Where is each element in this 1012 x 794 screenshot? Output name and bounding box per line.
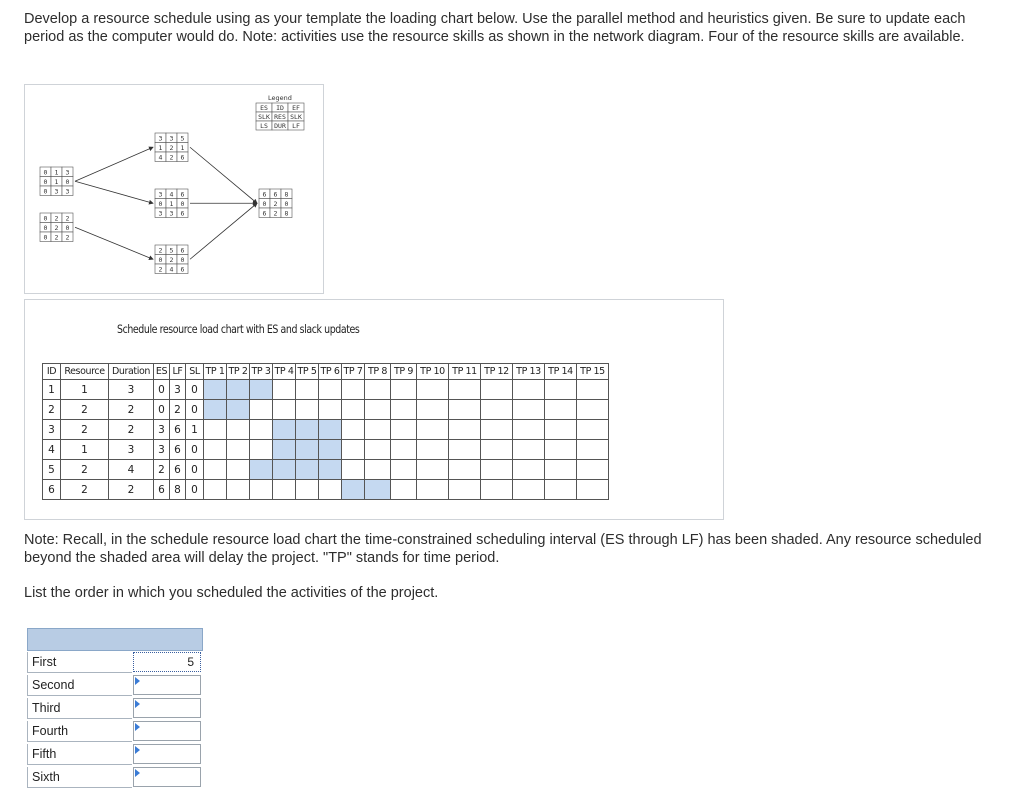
cell-es: 3 (154, 420, 170, 440)
column-header: Resource (61, 364, 109, 380)
time-period-cell[interactable] (365, 480, 391, 500)
cell-es: 2 (154, 460, 170, 480)
time-period-cell[interactable] (391, 480, 417, 500)
time-period-header: TP 8 (365, 364, 391, 380)
answer-row (27, 744, 203, 766)
schedule-row (43, 440, 609, 460)
time-period-cell[interactable] (391, 400, 417, 420)
schedule-row (43, 380, 609, 400)
schedule-header-row (43, 364, 609, 380)
cell-lf: 2 (170, 400, 186, 420)
list-question: List the order in which you scheduled the activities of the project. (24, 585, 439, 601)
cell-duration: 2 (109, 480, 154, 500)
dependency-arrow (190, 147, 257, 203)
time-period-cell[interactable] (481, 440, 513, 460)
schedule-row (43, 420, 609, 440)
legend-title: Legend (268, 94, 292, 102)
time-period-cell[interactable] (342, 400, 365, 420)
cell-resource: 2 (61, 420, 109, 440)
time-period-cell[interactable] (513, 440, 545, 460)
node-value: 4 (169, 190, 174, 199)
answer-label: Fifth (27, 744, 132, 765)
time-period-header: TP 11 (449, 364, 481, 380)
time-period-cell[interactable] (577, 400, 609, 420)
node-value: 0 (43, 233, 48, 242)
node-value: 3 (65, 168, 70, 177)
time-period-cell[interactable] (449, 460, 481, 480)
time-period-cell[interactable] (577, 380, 609, 400)
cell-es: 6 (154, 480, 170, 500)
node-value: 3 (169, 209, 174, 218)
time-period-cell[interactable] (449, 400, 481, 420)
time-period-cell[interactable] (296, 380, 319, 400)
time-period-cell[interactable] (204, 440, 227, 460)
time-period-cell[interactable] (365, 400, 391, 420)
answer-input[interactable] (133, 675, 201, 695)
answer-value: 5 (187, 655, 194, 669)
cell-lf: 6 (170, 440, 186, 460)
node-value: 0 (180, 199, 185, 208)
activity-node (259, 189, 292, 218)
dropdown-marker-icon (135, 700, 140, 708)
node-value: 2 (54, 233, 59, 242)
time-period-cell[interactable] (513, 460, 545, 480)
time-period-cell[interactable] (481, 380, 513, 400)
node-value: 0 (43, 177, 48, 186)
node-value: 0 (284, 199, 289, 208)
time-period-cell[interactable] (204, 380, 227, 400)
time-period-header: TP 13 (513, 364, 545, 380)
cell-duration: 2 (109, 400, 154, 420)
time-period-cell[interactable] (513, 400, 545, 420)
node-value: 3 (65, 187, 70, 196)
time-period-cell[interactable] (342, 480, 365, 500)
time-period-cell[interactable] (417, 460, 449, 480)
time-period-cell[interactable] (513, 420, 545, 440)
time-period-cell[interactable] (449, 380, 481, 400)
time-period-cell[interactable] (365, 420, 391, 440)
time-period-cell[interactable] (227, 460, 250, 480)
legend-label: ID (276, 104, 284, 112)
node-value: 4 (158, 153, 163, 162)
node-value: 2 (158, 265, 163, 274)
time-period-cell[interactable] (342, 440, 365, 460)
time-period-cell[interactable] (449, 440, 481, 460)
cell-duration: 3 (109, 380, 154, 400)
time-period-header: TP 15 (577, 364, 609, 380)
dependency-arrow (190, 203, 257, 259)
node-value: 0 (43, 187, 48, 196)
dropdown-marker-icon (135, 769, 140, 777)
time-period-cell[interactable] (365, 440, 391, 460)
activity-node (155, 133, 188, 162)
time-period-cell[interactable] (204, 480, 227, 500)
cell-id: 2 (43, 400, 61, 420)
cell-resource: 2 (61, 480, 109, 500)
time-period-cell[interactable] (481, 460, 513, 480)
answer-input[interactable] (133, 652, 201, 672)
node-value: 8 (284, 190, 289, 199)
legend-label: LF (292, 122, 300, 130)
time-period-cell[interactable] (319, 400, 342, 420)
answer-list-header (27, 628, 203, 651)
instructions-text: Develop a resource schedule using as your template the loading chart below. Use the parallel method and heuristics given. Be sure to update each period as the computer would do. Note: activities use the resource skills as shown in the network diagram. Four of the resource skills are available. (24, 11, 966, 45)
legend-label: SLK (258, 113, 270, 121)
node-value: 1 (54, 168, 59, 177)
answer-row (27, 652, 203, 674)
time-period-cell[interactable] (577, 460, 609, 480)
cell-lf: 6 (170, 420, 186, 440)
time-period-cell[interactable] (319, 480, 342, 500)
time-period-cell[interactable] (342, 420, 365, 440)
time-period-cell[interactable] (513, 480, 545, 500)
cell-resource: 2 (61, 460, 109, 480)
cell-sl: 0 (186, 400, 204, 420)
dropdown-marker-icon (135, 746, 140, 754)
activity-node (40, 213, 73, 242)
time-period-cell[interactable] (391, 380, 417, 400)
time-period-header: TP 7 (342, 364, 365, 380)
node-value: 0 (65, 223, 70, 232)
time-period-cell[interactable] (417, 480, 449, 500)
time-period-header: TP 2 (227, 364, 250, 380)
network-diagram (24, 84, 324, 294)
time-period-header: TP 12 (481, 364, 513, 380)
time-period-cell[interactable] (250, 440, 273, 460)
cell-duration: 2 (109, 420, 154, 440)
time-period-cell[interactable] (273, 400, 296, 420)
node-value: 0 (180, 255, 185, 264)
node-value: 1 (158, 143, 163, 152)
answer-input[interactable] (133, 698, 201, 718)
time-period-cell[interactable] (545, 420, 577, 440)
node-value: 3 (169, 134, 174, 143)
node-value: 5 (180, 134, 185, 143)
cell-lf: 8 (170, 480, 186, 500)
time-period-cell[interactable] (417, 400, 449, 420)
node-value: 2 (54, 223, 59, 232)
time-period-header: TP 9 (391, 364, 417, 380)
schedule-row (43, 480, 609, 500)
column-header: Duration (109, 364, 154, 380)
node-value: 6 (262, 209, 267, 218)
node-value: 2 (273, 209, 278, 218)
answer-label: Third (27, 698, 132, 719)
schedule-row (43, 460, 609, 480)
network-diagram-svg (25, 85, 323, 293)
node-value: 6 (180, 190, 185, 199)
time-period-cell[interactable] (296, 440, 319, 460)
node-value: 3 (54, 187, 59, 196)
cell-resource: 1 (61, 380, 109, 400)
cell-id: 4 (43, 440, 61, 460)
node-value: 6 (262, 190, 267, 199)
cell-es: 0 (154, 380, 170, 400)
legend-label: RES (274, 113, 286, 121)
node-value: 2 (169, 143, 174, 152)
activity-node (40, 167, 73, 196)
node-value: 3 (158, 134, 163, 143)
time-period-cell[interactable] (319, 460, 342, 480)
time-period-cell[interactable] (273, 480, 296, 500)
time-period-cell[interactable] (227, 440, 250, 460)
cell-es: 0 (154, 400, 170, 420)
node-value: 0 (43, 223, 48, 232)
schedule-table (42, 363, 609, 500)
time-period-header: TP 14 (545, 364, 577, 380)
node-value: 8 (284, 209, 289, 218)
answer-row (27, 721, 203, 743)
dependency-arrow (75, 181, 153, 203)
time-period-cell[interactable] (449, 480, 481, 500)
time-period-cell[interactable] (273, 380, 296, 400)
answer-row (27, 675, 203, 697)
cell-id: 1 (43, 380, 61, 400)
node-value: 2 (169, 255, 174, 264)
time-period-cell[interactable] (250, 420, 273, 440)
node-value: 2 (273, 199, 278, 208)
cell-sl: 0 (186, 480, 204, 500)
time-period-cell[interactable] (296, 480, 319, 500)
time-period-header: TP 10 (417, 364, 449, 380)
node-value: 6 (180, 246, 185, 255)
node-value: 0 (158, 199, 163, 208)
cell-resource: 1 (61, 440, 109, 460)
cell-id: 3 (43, 420, 61, 440)
time-period-cell[interactable] (513, 380, 545, 400)
answer-input[interactable] (133, 767, 201, 787)
time-period-cell[interactable] (227, 420, 250, 440)
answer-label: Second (27, 675, 132, 696)
node-value: 0 (43, 168, 48, 177)
time-period-header: TP 3 (250, 364, 273, 380)
node-value: 6 (180, 265, 185, 274)
time-period-cell[interactable] (481, 400, 513, 420)
answer-label: Fourth (27, 721, 132, 742)
node-value: 5 (169, 246, 174, 255)
time-period-cell[interactable] (417, 440, 449, 460)
time-period-cell[interactable] (250, 380, 273, 400)
time-period-cell[interactable] (577, 440, 609, 460)
time-period-cell[interactable] (577, 420, 609, 440)
cell-lf: 6 (170, 460, 186, 480)
activity-node (155, 189, 188, 218)
chart-title: Schedule resource load chart with ES and slack updates (117, 322, 360, 336)
time-period-cell[interactable] (545, 480, 577, 500)
dependency-arrow (75, 147, 153, 181)
time-period-cell[interactable] (391, 420, 417, 440)
cell-duration: 4 (109, 460, 154, 480)
time-period-cell[interactable] (250, 480, 273, 500)
time-period-cell[interactable] (342, 460, 365, 480)
answer-label: Sixth (27, 767, 132, 788)
dropdown-marker-icon (135, 677, 140, 685)
dependency-arrow (75, 227, 153, 259)
time-period-cell[interactable] (273, 420, 296, 440)
node-value: 3 (158, 190, 163, 199)
node-value: 2 (158, 246, 163, 255)
node-value: 6 (273, 190, 278, 199)
legend-label: SLK (290, 113, 302, 121)
node-value: 2 (169, 153, 174, 162)
time-period-cell[interactable] (342, 380, 365, 400)
node-value: 1 (54, 177, 59, 186)
cell-resource: 2 (61, 400, 109, 420)
time-period-cell[interactable] (391, 440, 417, 460)
node-value: 2 (65, 233, 70, 242)
resource-load-chart (24, 299, 724, 520)
time-period-cell[interactable] (296, 400, 319, 420)
column-header: ES (154, 364, 170, 380)
legend-label: EF (292, 104, 300, 112)
time-period-cell[interactable] (250, 460, 273, 480)
time-period-cell[interactable] (204, 460, 227, 480)
time-period-cell[interactable] (481, 420, 513, 440)
node-value: 1 (180, 143, 185, 152)
time-period-cell[interactable] (250, 400, 273, 420)
answer-row (27, 698, 203, 720)
cell-sl: 0 (186, 460, 204, 480)
node-value: 2 (54, 214, 59, 223)
answer-label: First (27, 652, 132, 673)
time-period-header: TP 6 (319, 364, 342, 380)
legend-label: LS (260, 122, 268, 130)
column-header: SL (186, 364, 204, 380)
time-period-cell[interactable] (365, 460, 391, 480)
node-value: 6 (180, 153, 185, 162)
legend-label: ES (260, 104, 268, 112)
legend-label: DUR (274, 122, 286, 130)
dropdown-marker-icon (135, 723, 140, 731)
time-period-cell[interactable] (417, 420, 449, 440)
time-period-cell[interactable] (227, 380, 250, 400)
time-period-cell[interactable] (227, 480, 250, 500)
node-value: 1 (169, 199, 174, 208)
time-period-cell[interactable] (319, 380, 342, 400)
time-period-cell[interactable] (577, 480, 609, 500)
node-value: 2 (65, 214, 70, 223)
cell-sl: 0 (186, 380, 204, 400)
answer-input[interactable] (133, 721, 201, 741)
cell-lf: 3 (170, 380, 186, 400)
cell-es: 3 (154, 440, 170, 460)
time-period-cell[interactable] (481, 480, 513, 500)
node-value: 0 (158, 255, 163, 264)
cell-id: 6 (43, 480, 61, 500)
time-period-cell[interactable] (273, 460, 296, 480)
answer-row (27, 767, 203, 789)
schedule-row (43, 400, 609, 420)
answer-input[interactable] (133, 744, 201, 764)
time-period-cell[interactable] (545, 460, 577, 480)
activity-node (155, 245, 188, 274)
time-period-cell[interactable] (545, 400, 577, 420)
node-value: 0 (262, 199, 267, 208)
time-period-cell[interactable] (227, 400, 250, 420)
node-value: 3 (158, 209, 163, 218)
time-period-cell[interactable] (319, 420, 342, 440)
time-period-cell[interactable] (391, 460, 417, 480)
cell-duration: 3 (109, 440, 154, 460)
node-value: 0 (65, 177, 70, 186)
time-period-cell[interactable] (273, 440, 296, 460)
note-text: Note: Recall, in the schedule resource load chart the time-constrained scheduling interval (ES through LF) has been shaded. Any resource scheduled beyond the shaded area will delay the project. "TP" stands for time period. (24, 532, 982, 566)
cell-id: 5 (43, 460, 61, 480)
time-period-header: TP 1 (204, 364, 227, 380)
column-header: ID (43, 364, 61, 380)
cell-sl: 0 (186, 440, 204, 460)
time-period-cell[interactable] (204, 400, 227, 420)
time-period-cell[interactable] (545, 440, 577, 460)
cell-sl: 1 (186, 420, 204, 440)
column-header: LF (170, 364, 186, 380)
time-period-header: TP 4 (273, 364, 296, 380)
time-period-cell[interactable] (417, 380, 449, 400)
time-period-cell[interactable] (365, 380, 391, 400)
time-period-cell[interactable] (319, 440, 342, 460)
node-value: 6 (180, 209, 185, 218)
time-period-cell[interactable] (296, 460, 319, 480)
time-period-cell[interactable] (545, 380, 577, 400)
time-period-cell[interactable] (296, 420, 319, 440)
node-value: 4 (169, 265, 174, 274)
time-period-header: TP 5 (296, 364, 319, 380)
node-value: 0 (43, 214, 48, 223)
time-period-cell[interactable] (449, 420, 481, 440)
time-period-cell[interactable] (204, 420, 227, 440)
